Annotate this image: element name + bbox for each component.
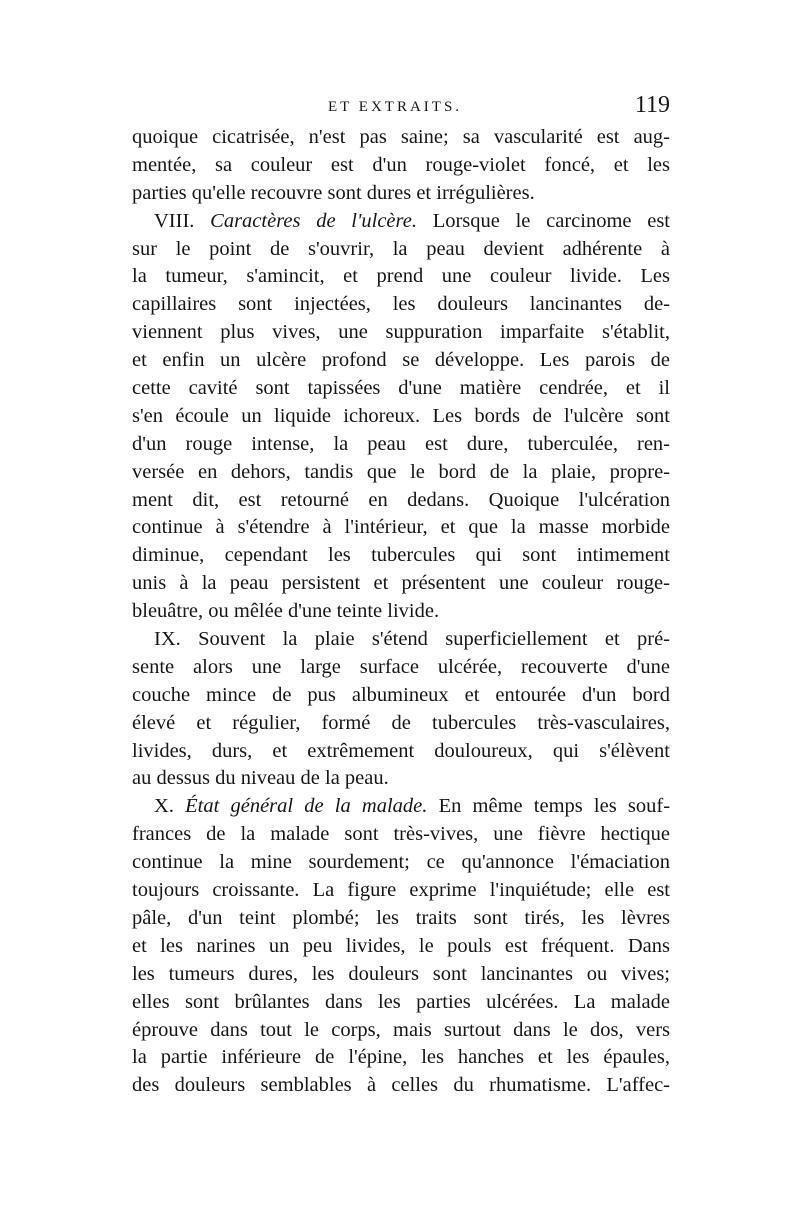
text-line: éprouve dans tout le corps, mais surtout dans le dos, vers xyxy=(132,1018,670,1041)
text-line: les tumeurs dures, les douleurs sont lancinantes ou vives; xyxy=(132,962,670,985)
text-line: et enfin un ulcère profond se développe. Les parois de xyxy=(132,349,670,372)
text-line: frances de la malade sont très-vives, une fièvre hectique xyxy=(132,823,670,846)
text-line: la tumeur, s'amincit, et prend une couleur livide. Les xyxy=(132,265,670,288)
text-line: couche mince de pus albumineux et entourée d'un bord xyxy=(132,683,670,706)
text-line: capillaires sont injectées, les douleurs lancinantes de- xyxy=(132,293,670,316)
text-line: continue à s'étendre à l'intérieur, et que la masse morbide xyxy=(132,516,670,539)
text-line: diminue, cependant les tubercules qui sont intimement xyxy=(132,544,670,567)
section-heading: Caractères de l'ulcère. xyxy=(210,209,417,232)
text-line: d'un rouge intense, la peau est dure, tuberculée, ren- xyxy=(132,432,670,455)
text-line: IX. Souvent la plaie s'étend superficiellement et pré- xyxy=(154,628,670,651)
paragraph-x-first-line xyxy=(132,793,670,821)
text-line: des douleurs semblables à celles du rhumatisme. L'affec- xyxy=(132,1074,670,1097)
section-heading: État général de la malade. xyxy=(185,795,428,818)
text-line: ment dit, est retourné en dedans. Quoique l'ulcération xyxy=(132,488,670,511)
page-header xyxy=(132,94,670,124)
text-line: mentée, sa couleur est d'un rouge-violet foncé, et les xyxy=(132,153,670,176)
text-line: continue la mine sourdement; ce qu'annonce l'émaciation xyxy=(132,851,670,874)
text-line: sur le point de s'ouvrir, la peau devient adhérente à xyxy=(132,237,670,260)
text-line: unis à la peau persistent et présentent une couleur rouge- xyxy=(132,572,670,595)
text-line: parties qu'elle recouvre sont dures et irrégulières. xyxy=(132,181,535,204)
text-line: et les narines un peu livides, le pouls est fréquent. Dans xyxy=(132,934,670,957)
paragraph-viii-first-line xyxy=(132,208,670,236)
text-line: viennent plus vives, une suppuration imparfaite s'établit, xyxy=(132,321,670,344)
text-line: quoique cicatrisée, n'est pas saine; sa vascularité est aug- xyxy=(132,126,670,148)
section-number: X. xyxy=(154,795,174,818)
text-line: livides, durs, et extrêmement douloureux, qui s'élèvent xyxy=(132,739,670,762)
text-line: s'en écoule un liquide ichoreux. Les bords de l'ulcère sont xyxy=(132,404,670,427)
text-line: au dessus du niveau de la peau. xyxy=(132,767,389,790)
body-text xyxy=(132,124,670,1100)
text-line: elles sont brûlantes dans les parties ulcérées. La malade xyxy=(132,990,670,1013)
text-line: sente alors une large surface ulcérée, recouverte d'une xyxy=(132,655,670,678)
text-fragment: Lorsque le carcinome est xyxy=(432,209,670,232)
text-line: versée en dehors, tandis que le bord de la plaie, propre- xyxy=(132,460,670,483)
text-line: toujours croissante. La figure exprime l'inquiétude; elle est xyxy=(132,879,670,902)
text-line: cette cavité sont tapissées d'une matière cendrée, et il xyxy=(132,377,670,400)
text-line: la partie inférieure de l'épine, les hanches et les épaules, xyxy=(132,1046,670,1069)
page-number: 119 xyxy=(634,92,670,118)
text-line: bleuâtre, ou mêlée d'une teinte livide. xyxy=(132,600,440,623)
section-number: VIII. xyxy=(154,209,195,232)
running-head: ET EXTRAITS. xyxy=(328,99,463,115)
text-fragment: En même temps les souf- xyxy=(438,795,671,818)
text-line: élevé et régulier, formé de tubercules très-vasculaires, xyxy=(132,711,670,734)
text-line: pâle, d'un teint plombé; les traits sont tirés, les lèvres xyxy=(132,906,670,929)
